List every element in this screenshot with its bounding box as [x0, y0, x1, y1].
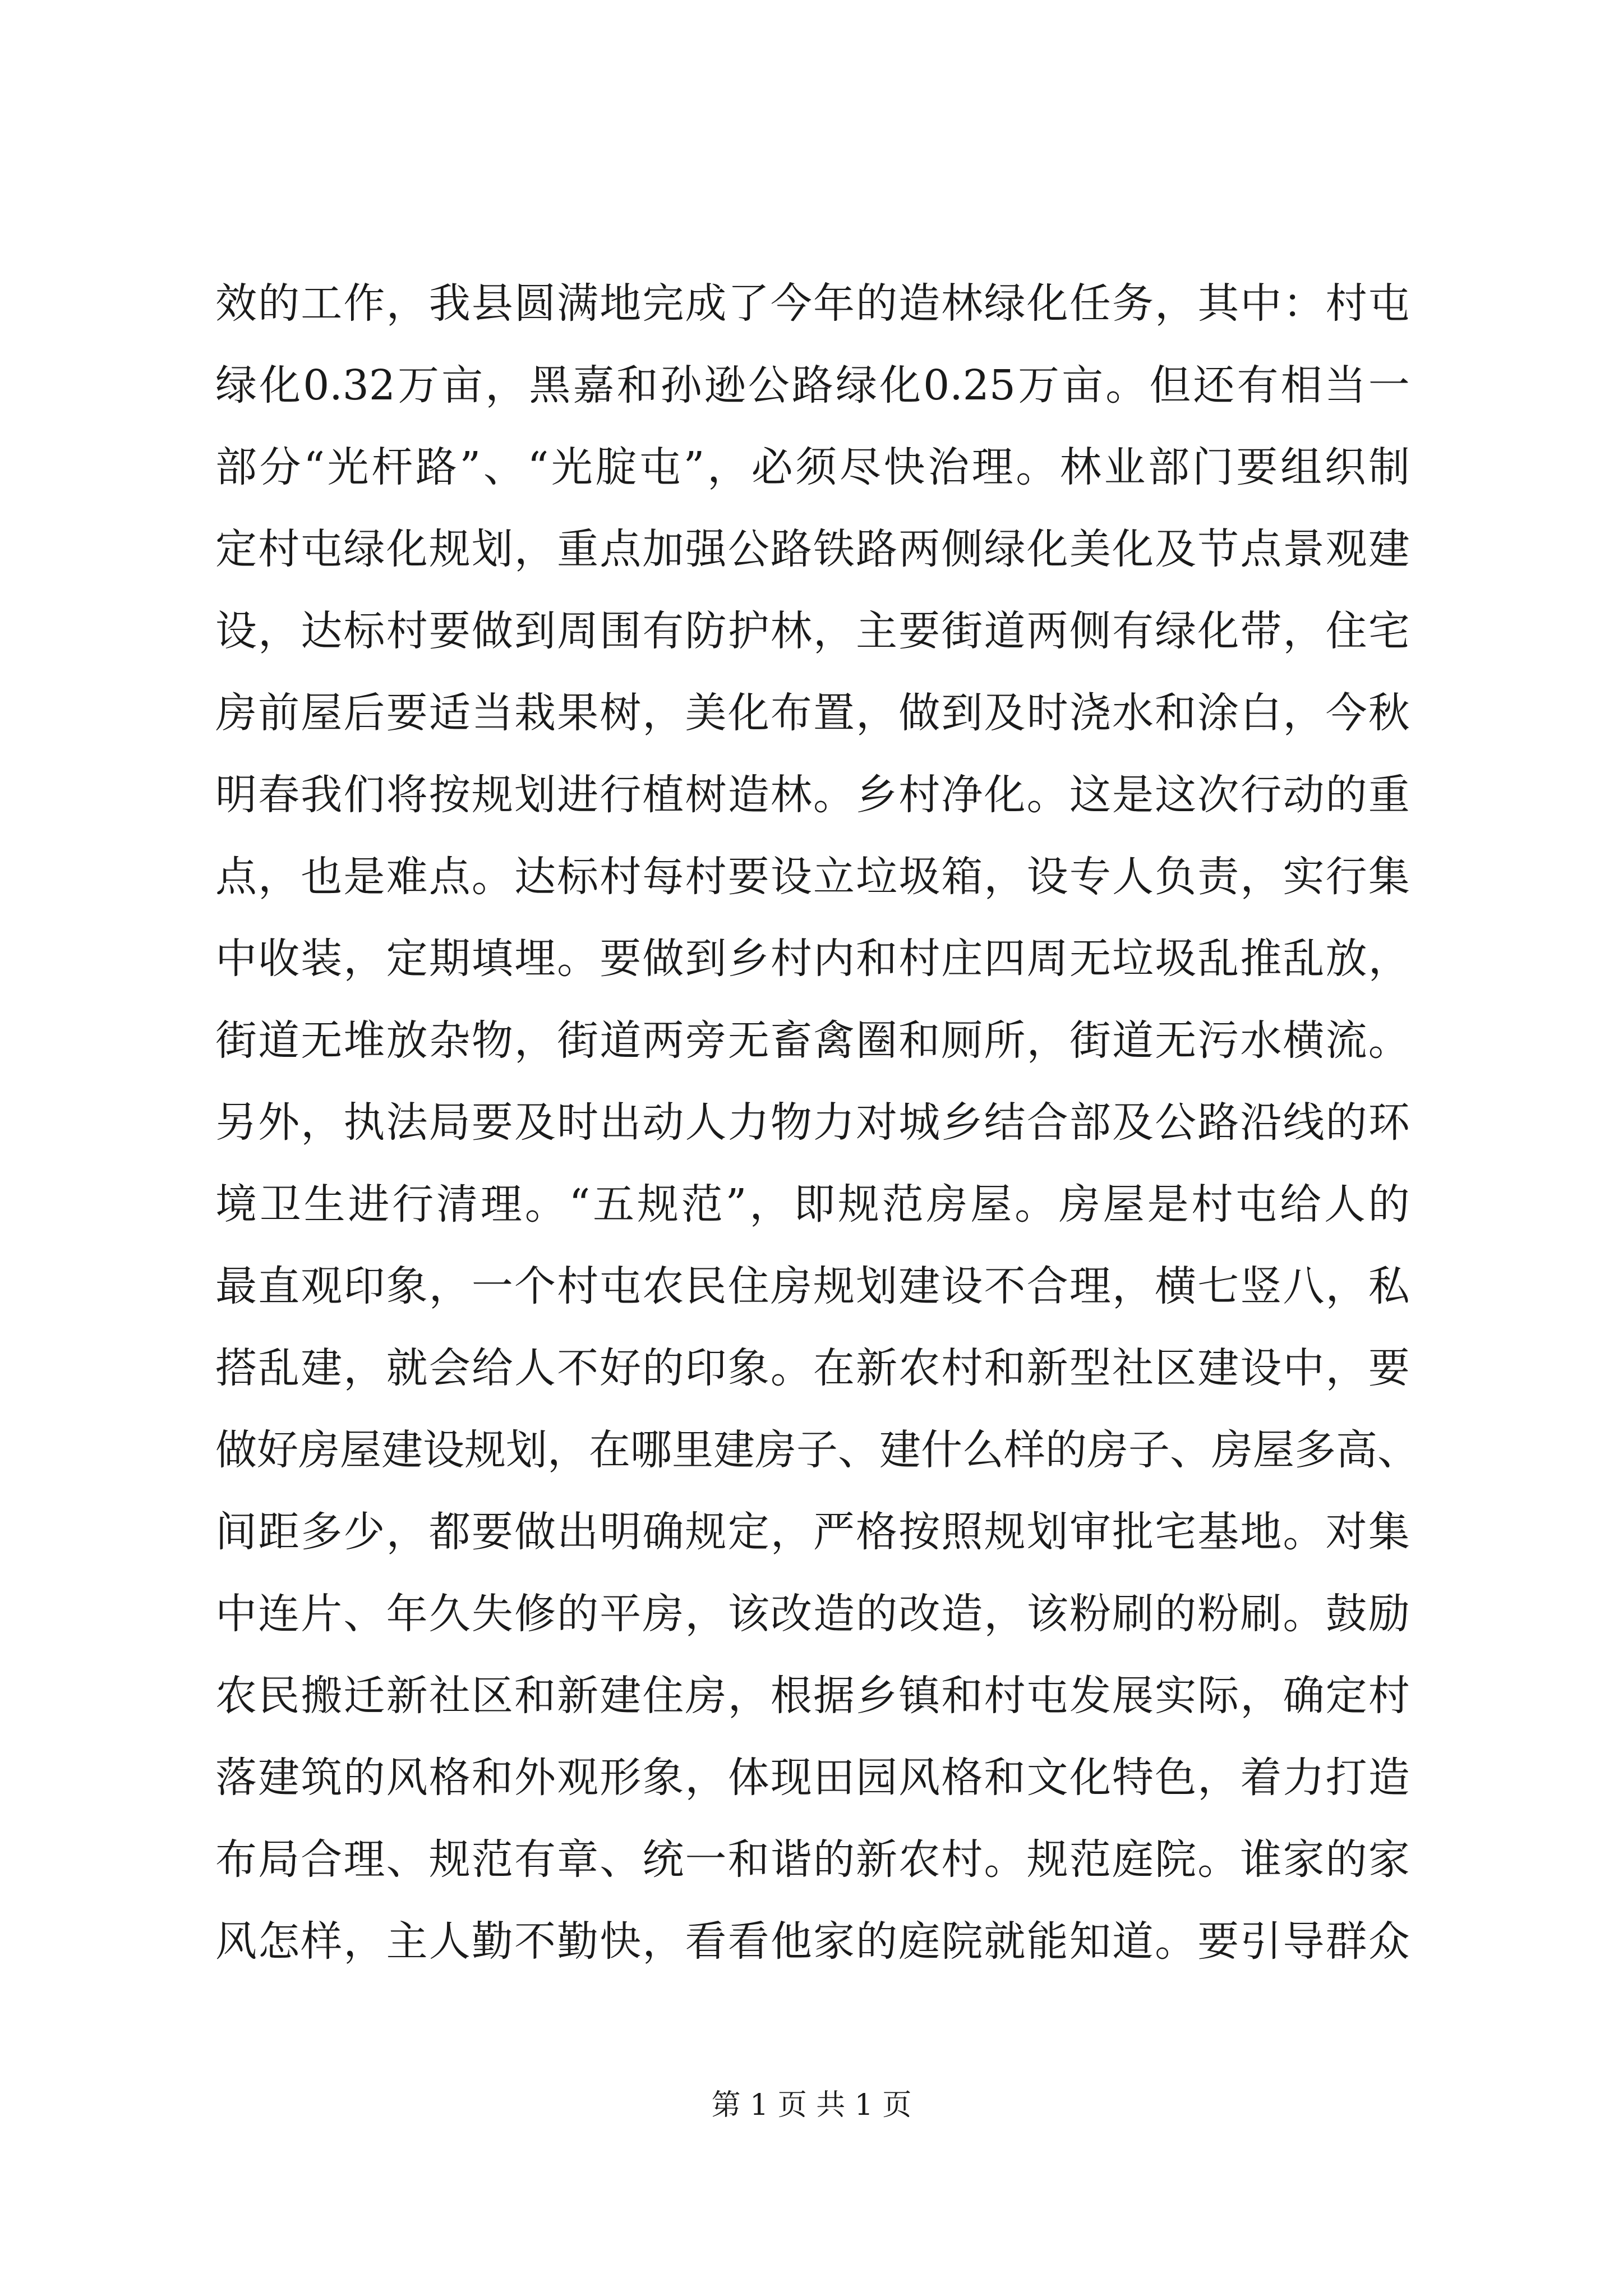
text-line: 另 外 ， 执 法 局 要 及 时 出 动 人 力 物 力 对 城 乡 结 合 部 及 公 路 沿 线 的 环 [215, 1098, 1410, 1147]
text-line: 部 分 “ 光 杆 路 ” 、 “ 光 腚 屯 ” ， 必 须 尽 快 治 理 。 林 业 部 门 要 组 织 制 [215, 443, 1410, 491]
text-line: 点 ， 也 是 难 点 。 达 标 村 每 村 要 设 立 垃 圾 箱 ， 设 专 人 负 责 ， 实 行 集 [215, 853, 1410, 901]
text-line: 中 连 片 、 年 久 失 修 的 平 房 ， 该 改 造 的 改 造 ， 该 粉 刷 的 粉 刷 。 鼓 励 [215, 1590, 1410, 1638]
text-line: 效 的 工 作 ， 我 县 圆 满 地 完 成 了 今 年 的 造 林 绿 化 任 务 ， 其 中 ： 村 屯 [215, 279, 1410, 328]
page-footer: 第 1 页 共 1 页 [711, 2088, 912, 2122]
text-line: 风 怎 样 ， 主 人 勤 不 勤 快 ， 看 看 他 家 的 庭 院 就 能 知 道 。 要 引 导 群 众 [215, 1917, 1410, 1966]
text-line: 间 距 多 少 ， 都 要 做 出 明 确 规 定 ， 严 格 按 照 规 划 审 批 宅 基 地 。 对 集 [215, 1508, 1410, 1556]
text-line: 绿 化 0.32 万 亩 ， 黑 嘉 和 孙 逊 公 路 绿 化 0.25 万 亩 。 但 还 有 相 当 一 [215, 361, 1410, 409]
text-line: 做 好 房 屋 建 设 规 划 ， 在 哪 里 建 房 子 、 建 什 么 样 的 房 子 、 房 屋 多 高 、 [215, 1426, 1419, 1474]
text-line: 设 ， 达 标 村 要 做 到 周 围 有 防 护 林 ， 主 要 街 道 两 侧 有 绿 化 带 ， 住 宅 [215, 607, 1410, 655]
text-line: 布 局 合 理 、 规 范 有 章 、 统 一 和 谐 的 新 农 村 。 规 范 庭 院 。 谁 家 的 家 [215, 1835, 1410, 1884]
body-text [215, 263, 1419, 1982]
text-line: 境 卫 生 进 行 清 理 。 “ 五 规 范 ” ， 即 规 范 房 屋 。 房 屋 是 村 屯 给 人 的 [215, 1180, 1410, 1228]
text-line: 农 民 搬 迁 新 社 区 和 新 建 住 房 ， 根 据 乡 镇 和 村 屯 发 展 实 际 ， 确 定 村 [215, 1672, 1410, 1720]
text-line: 搭 乱 建 ， 就 会 给 人 不 好 的 印 象 。 在 新 农 村 和 新 型 社 区 建 设 中 ， 要 [215, 1344, 1410, 1392]
text-line: 最 直 观 印 象 ， 一 个 村 屯 农 民 住 房 规 划 建 设 不 合 理 ， 横 七 竖 八 ， 私 [215, 1262, 1410, 1310]
text-line: 落 建 筑 的 风 格 和 外 观 形 象 ， 体 现 田 园 风 格 和 文 化 特 色 ， 着 力 打 造 [215, 1754, 1410, 1802]
text-line: 街 道 无 堆 放 杂 物 ， 街 道 两 旁 无 畜 禽 圈 和 厕 所 ， 街 道 无 污 水 横 流 。 [215, 1016, 1410, 1065]
text-line: 定 村 屯 绿 化 规 划 ， 重 点 加 强 公 路 铁 路 两 侧 绿 化 美 化 及 节 点 景 观 建 [215, 525, 1410, 573]
text-line: 中 收 装 ， 定 期 填 埋 。 要 做 到 乡 村 内 和 村 庄 四 周 无 垃 圾 乱 推 乱 放 ， [215, 935, 1410, 983]
text-line: 房 前 屋 后 要 适 当 栽 果 树 ， 美 化 布 置 ， 做 到 及 时 浇 水 和 涂 白 ， 今 秋 [215, 689, 1410, 737]
text-line: 明 春 我 们 将 按 规 划 进 行 植 树 造 林 。 乡 村 净 化 。 这 是 这 次 行 动 的 重 [215, 771, 1410, 819]
